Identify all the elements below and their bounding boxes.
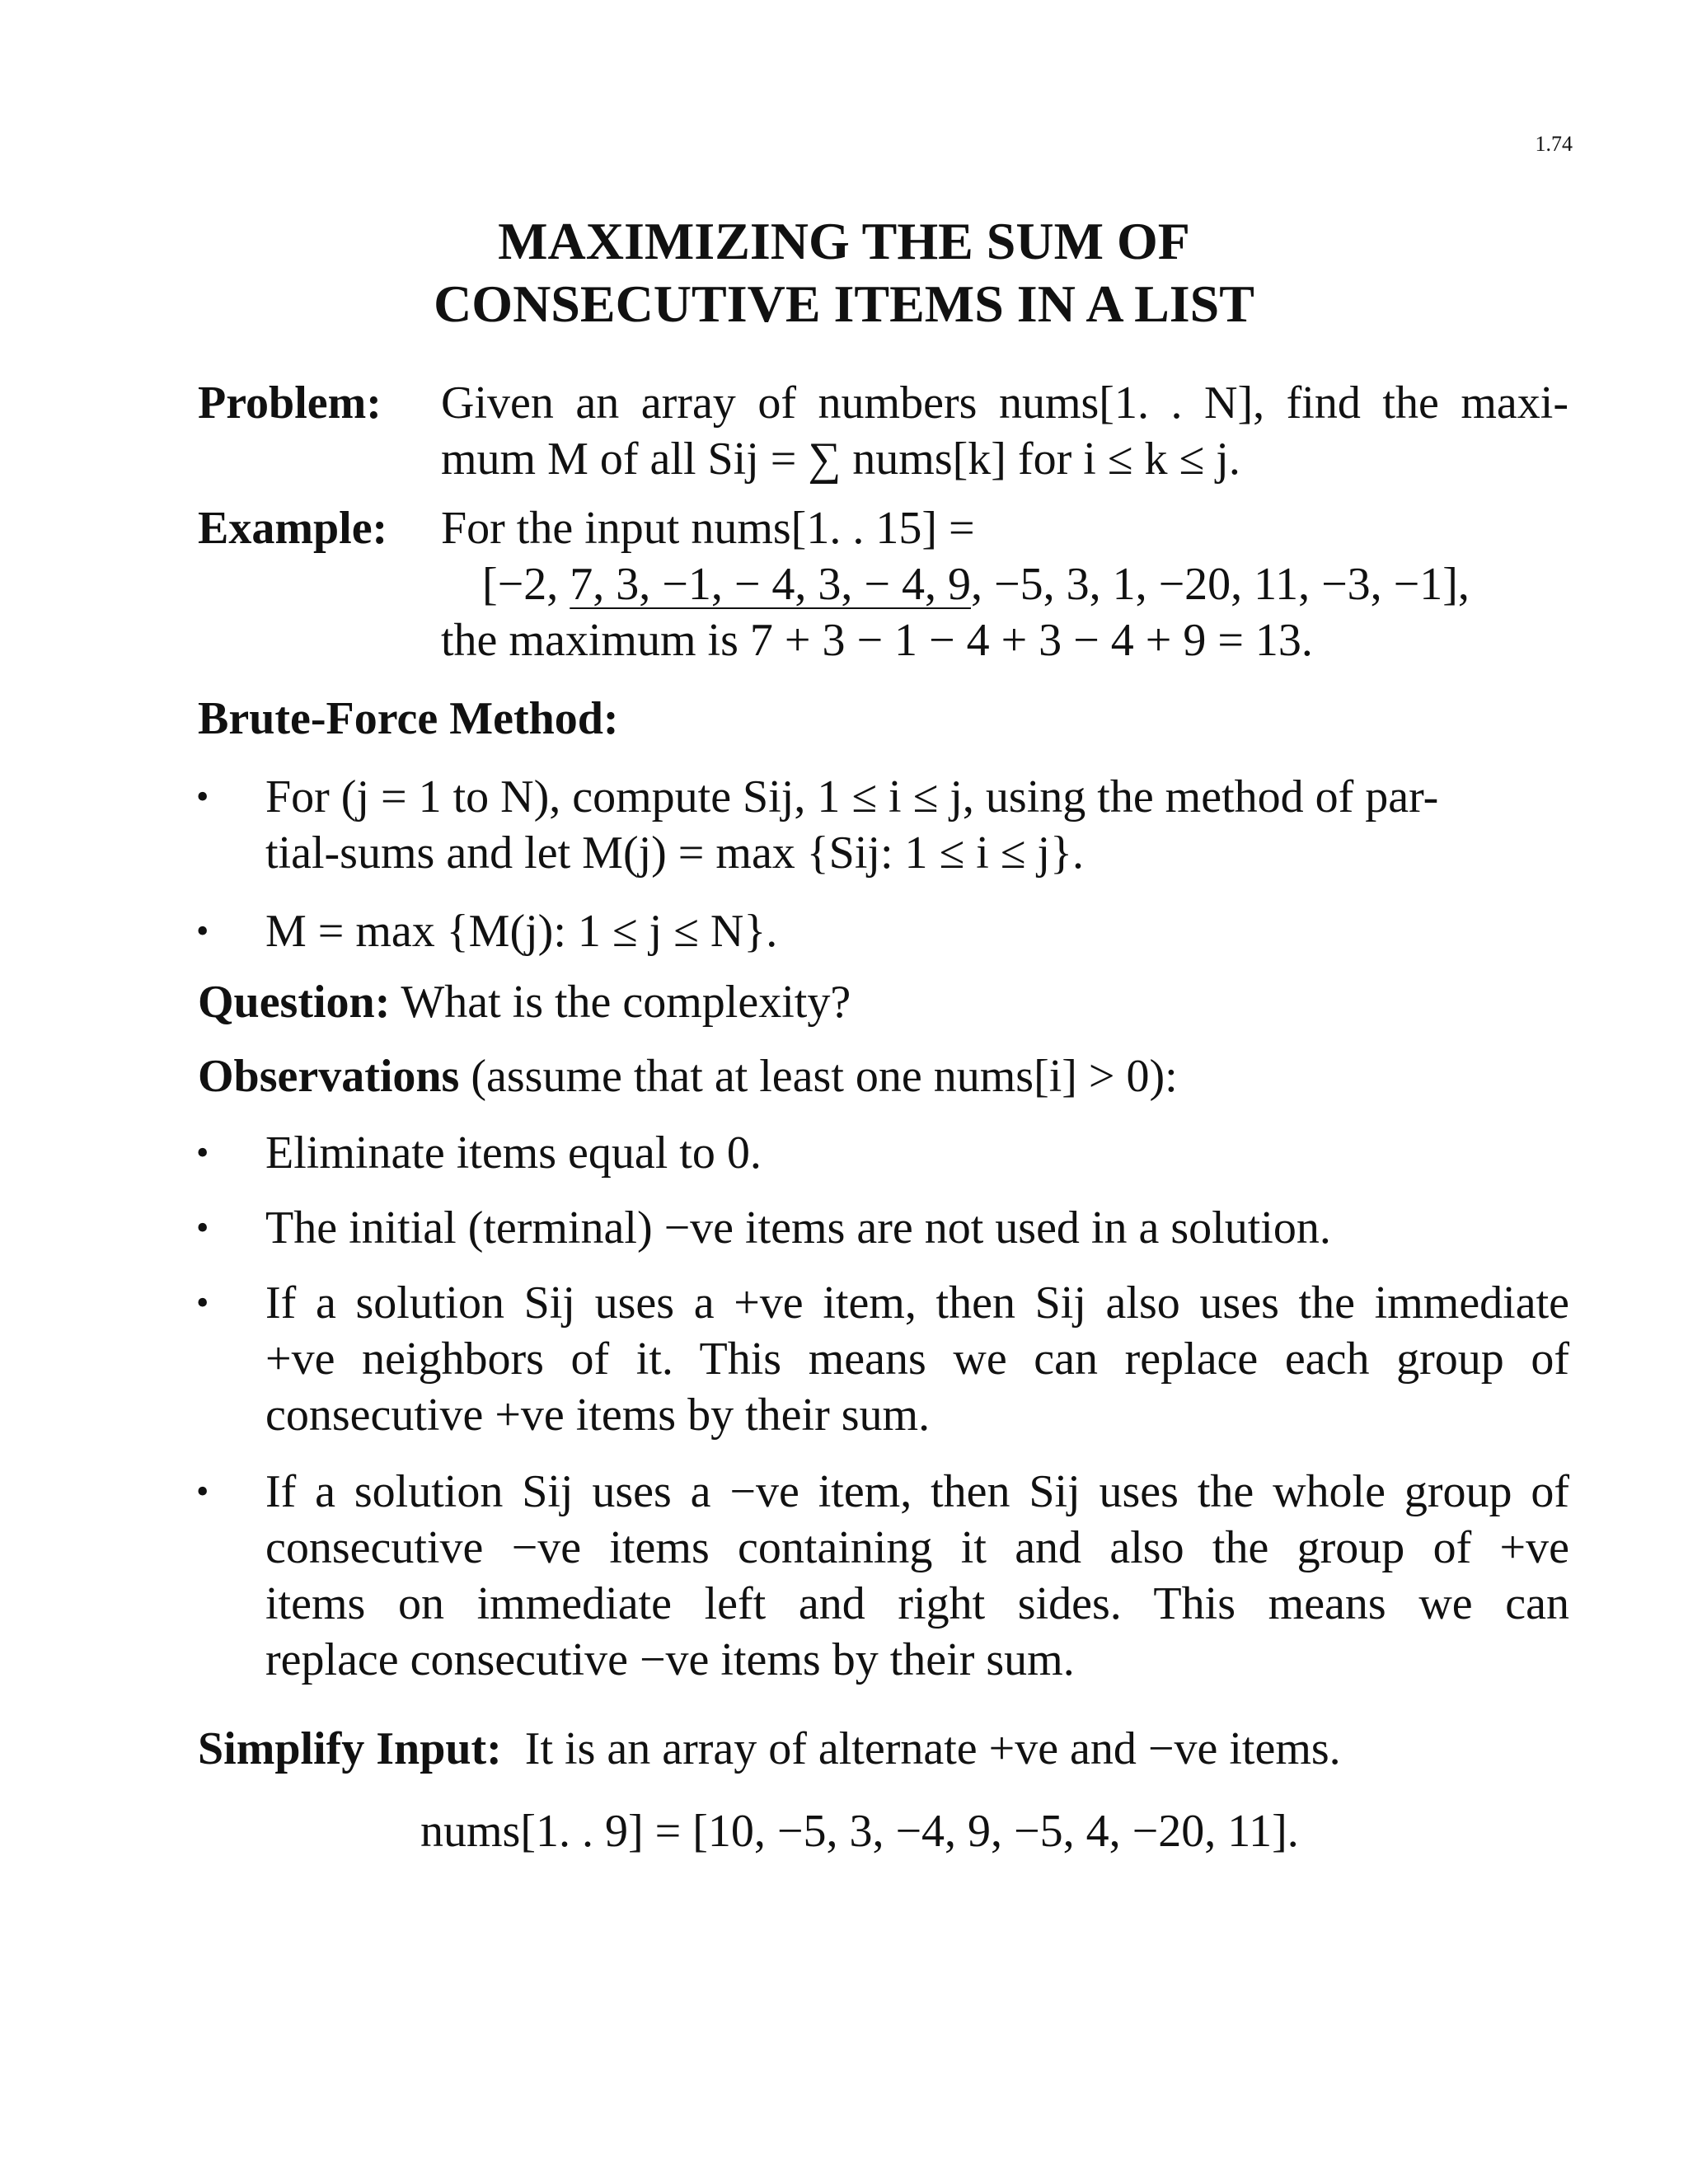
bf-bullet-1-line-1: For (j = 1 to N), compute Sij, 1 ≤ i ≤ j, using the method of par-	[265, 771, 1439, 823]
bf-bullet-1-line-2: tial-sums and let M(j) = max {Sij: 1 ≤ i ≤ j}.	[265, 827, 1084, 879]
obs-1: Eliminate items equal to 0.	[265, 1127, 762, 1179]
obs-4-line-1: If a solution Sij uses a −ve item, then Sij uses the whole group of	[265, 1466, 1569, 1517]
example-array-max-run: 7, 3, −1, − 4, 3, − 4, 9	[570, 559, 971, 610]
bullet-obs-4: •	[196, 1471, 209, 1511]
bf-bullet-2: M = max {M(j): 1 ≤ j ≤ N}.	[265, 906, 778, 957]
title-line-2: CONSECUTIVE ITEMS IN A LIST	[434, 274, 1254, 333]
problem-label: Problem:	[198, 377, 382, 429]
bullet-bf-2: •	[196, 911, 209, 951]
problem-line-1-text: Given an array of numbers nums[1. . N], find the maxi-	[441, 377, 1568, 429]
question-line	[198, 974, 851, 1030]
bullet-obs-1: •	[196, 1132, 209, 1173]
title-line-1: MAXIMIZING THE SUM OF	[498, 212, 1190, 270]
obs-4-line-4: replace consecutive −ve items by their sum.	[265, 1634, 1075, 1685]
example-line-3: the maximum is 7 + 3 − 1 − 4 + 3 − 4 + 9 = 13.	[441, 615, 1313, 666]
example-label: Example:	[198, 503, 388, 554]
bullet-obs-2: •	[196, 1207, 209, 1248]
problem-line-2: mum M of all Sij = ∑ nums[k] for i ≤ k ≤ j.	[441, 434, 1240, 485]
question-text: What is the complexity?	[401, 977, 851, 1028]
observations-paren: (assume that at least one nums[i] > 0):	[471, 1051, 1178, 1102]
bullet-bf-1: •	[196, 776, 209, 817]
obs-4-line-3: items on immediate left and right sides. This means we can	[265, 1578, 1569, 1629]
obs-3-line-1: If a solution Sij uses a +ve item, then Sij also uses the immediate	[265, 1277, 1569, 1329]
observations-line	[198, 1048, 1178, 1104]
observations-label: Observations	[198, 1051, 460, 1102]
obs-2: The initial (terminal) −ve items are not used in a solution.	[265, 1202, 1331, 1254]
bullet-obs-3: •	[196, 1282, 209, 1323]
question-label: Question:	[198, 977, 391, 1028]
example-array-open: [−2,	[482, 559, 570, 610]
page-number: 1.74	[1535, 132, 1573, 156]
brute-force-heading: Brute-Force Method:	[198, 693, 619, 744]
example-line-1: For the input nums[1. . 15] =	[441, 503, 975, 554]
simplify-line	[198, 1721, 1341, 1777]
obs-3-line-2: +ve neighbors of it. This means we can replace each group of	[265, 1333, 1569, 1385]
page-title	[0, 210, 1688, 335]
simplify-text: It is an array of alternate +ve and −ve items.	[524, 1723, 1341, 1774]
example-array	[482, 556, 1610, 612]
problem-line-1	[441, 375, 1568, 431]
obs-3-line-3: consecutive +ve items by their sum.	[265, 1390, 931, 1441]
obs-4-line-2: consecutive −ve items containing it and also the group of +ve	[265, 1522, 1569, 1573]
example-array-close: , −5, 3, 1, −20, 11, −3, −1],	[970, 559, 1470, 610]
simplify-label: Simplify Input:	[198, 1723, 502, 1774]
simplify-array: nums[1. . 9] = [10, −5, 3, −4, 9, −5, 4, −20, 11].	[420, 1806, 1299, 1857]
